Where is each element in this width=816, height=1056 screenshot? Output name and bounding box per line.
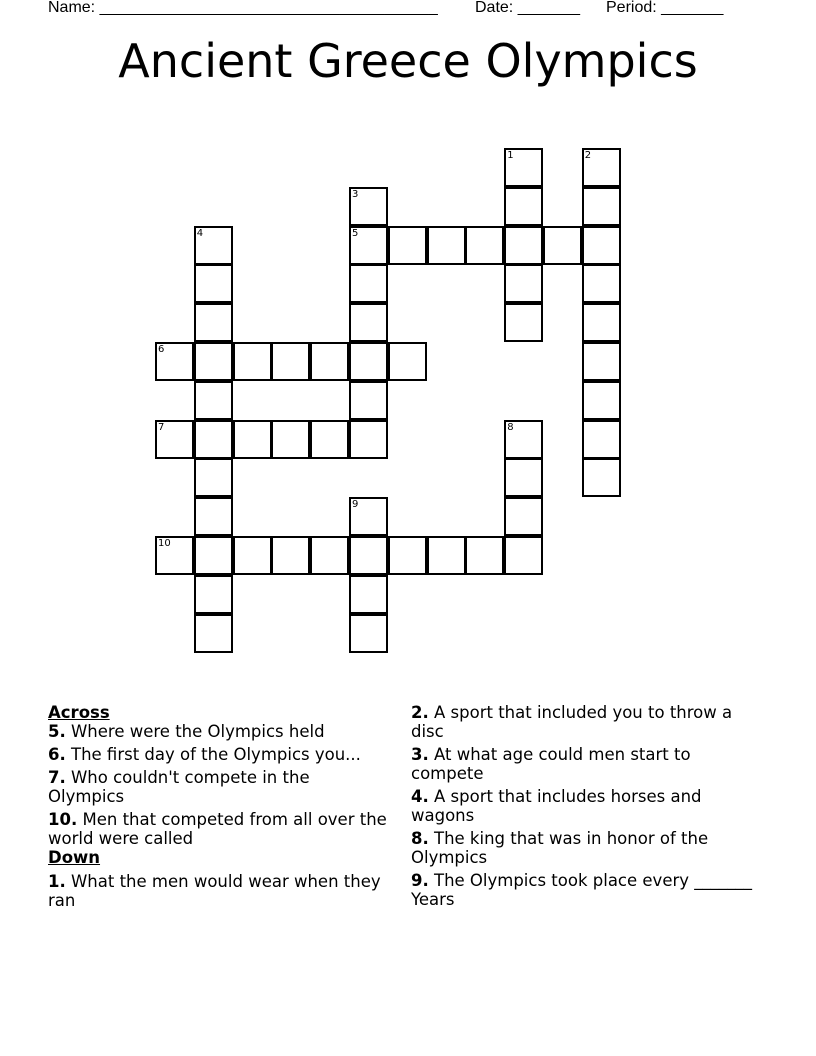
grid-cell[interactable] xyxy=(349,536,388,575)
clue-number: 5. xyxy=(48,722,66,741)
grid-cell[interactable] xyxy=(194,303,233,342)
grid-cell[interactable] xyxy=(349,381,388,420)
clue-text: The king that was in honor of the Olympics xyxy=(411,829,709,867)
grid-cell[interactable] xyxy=(194,536,233,575)
grid-cell[interactable] xyxy=(233,342,272,381)
grid-cell[interactable] xyxy=(194,342,233,381)
clue-down-1 xyxy=(48,872,388,910)
clue-across-10 xyxy=(48,810,388,848)
clue-number: 4. xyxy=(411,787,429,806)
grid-cell[interactable] xyxy=(349,264,388,303)
grid-cell[interactable] xyxy=(349,614,388,653)
clue-down-9 xyxy=(411,871,756,909)
grid-cell[interactable] xyxy=(194,381,233,420)
grid-cell[interactable] xyxy=(427,226,466,265)
grid-cell[interactable] xyxy=(582,381,621,420)
clue-text: Men that competed from all over the world were called xyxy=(48,810,387,848)
grid-cell[interactable] xyxy=(504,536,543,575)
grid-cell[interactable] xyxy=(194,575,233,614)
clue-number: 6. xyxy=(48,745,66,764)
grid-cell[interactable] xyxy=(427,536,466,575)
grid-cell[interactable] xyxy=(155,536,194,575)
name-field[interactable]: Name: ______________________________________ xyxy=(48,0,438,16)
clue-number-label: 6 xyxy=(158,344,165,355)
clue-number-label: 3 xyxy=(352,188,359,200)
grid-cell[interactable] xyxy=(194,458,233,497)
clue-number: 9. xyxy=(411,871,429,890)
clue-number: 10. xyxy=(48,810,78,829)
clue-down-2 xyxy=(411,703,756,741)
grid-cell[interactable] xyxy=(504,497,543,536)
clue-number: 8. xyxy=(411,829,429,848)
grid-cell[interactable] xyxy=(465,536,504,575)
clue-across-6 xyxy=(48,745,388,764)
grid-cell[interactable] xyxy=(504,458,543,497)
clue-across-5 xyxy=(48,722,388,741)
grid-cell[interactable] xyxy=(349,187,388,226)
grid-cell[interactable] xyxy=(349,303,388,342)
clue-number: 3. xyxy=(411,745,429,764)
clue-text: The Olympics took place every _______ Years xyxy=(411,871,753,909)
grid-cell[interactable] xyxy=(504,420,543,459)
grid-cell[interactable] xyxy=(194,226,233,265)
grid-cell[interactable] xyxy=(310,342,349,381)
grid-cell[interactable] xyxy=(582,342,621,381)
grid-cell[interactable] xyxy=(504,148,543,187)
clue-text: A sport that included you to throw a disc xyxy=(411,703,733,741)
clue-number: 1. xyxy=(48,872,66,891)
grid-cell[interactable] xyxy=(194,420,233,459)
clue-text: What the men would wear when they ran xyxy=(48,872,381,910)
clue-down-3 xyxy=(411,745,756,783)
clue-number-label: 4 xyxy=(196,227,204,239)
grid-cell[interactable] xyxy=(582,187,621,226)
grid-cell[interactable] xyxy=(194,264,233,303)
period-field[interactable]: Period: _______ xyxy=(606,0,724,16)
clues-column-left xyxy=(48,703,388,914)
grid-cell[interactable] xyxy=(465,226,504,265)
grid-cell[interactable] xyxy=(388,342,427,381)
grid-cell[interactable] xyxy=(233,536,272,575)
clue-text: Where were the Olympics held xyxy=(65,722,325,741)
grid-cell[interactable] xyxy=(155,342,194,381)
clue-text: Who couldn't compete in the Olympics xyxy=(48,768,310,806)
grid-cell[interactable] xyxy=(194,614,233,653)
grid-cell[interactable] xyxy=(194,497,233,536)
clue-number-label: 2 xyxy=(584,150,592,161)
grid-cell[interactable] xyxy=(271,420,310,459)
clue-number-label: 1 xyxy=(507,150,514,161)
clue-number-label: 9 xyxy=(352,499,359,511)
grid-cell[interactable] xyxy=(349,226,388,265)
clue-number-label: 7 xyxy=(158,421,165,433)
grid-cell[interactable] xyxy=(388,536,427,575)
grid-cell[interactable] xyxy=(388,226,427,265)
grid-cell[interactable] xyxy=(504,303,543,342)
grid-cell[interactable] xyxy=(582,264,621,303)
clue-across-7 xyxy=(48,768,388,806)
down-heading: Down xyxy=(48,848,101,867)
grid-cell[interactable] xyxy=(349,497,388,536)
grid-cell[interactable] xyxy=(271,536,310,575)
clue-number: 7. xyxy=(48,768,66,787)
grid-cell[interactable] xyxy=(504,226,543,265)
grid-cell[interactable] xyxy=(155,420,194,459)
clue-text: The first day of the Olympics you... xyxy=(65,745,361,764)
grid-cell[interactable] xyxy=(582,458,621,497)
grid-cell[interactable] xyxy=(504,187,543,226)
across-heading: Across xyxy=(48,703,110,722)
clue-number-label: 8 xyxy=(507,421,514,433)
clue-number-label: 10 xyxy=(158,538,171,549)
clues-column-right xyxy=(411,703,756,913)
grid-cell[interactable] xyxy=(543,226,582,265)
grid-cell[interactable] xyxy=(582,148,621,187)
clue-text: A sport that includes horses and wagons xyxy=(411,787,702,825)
clue-text: At what age could men start to compete xyxy=(411,745,691,783)
clue-number-label: 5 xyxy=(352,227,359,239)
grid-cell[interactable] xyxy=(349,342,388,381)
grid-cell[interactable] xyxy=(349,575,388,614)
grid-cell[interactable] xyxy=(582,420,621,459)
grid-cell[interactable] xyxy=(233,420,272,459)
grid-cell[interactable] xyxy=(271,342,310,381)
grid-cell[interactable] xyxy=(349,420,388,459)
page-title: Ancient Greece Olympics xyxy=(118,34,698,88)
grid-cell[interactable] xyxy=(504,264,543,303)
date-field[interactable]: Date: _______ xyxy=(475,0,580,16)
grid-cell[interactable] xyxy=(310,536,349,575)
grid-cell[interactable] xyxy=(310,420,349,459)
clue-down-8 xyxy=(411,829,756,867)
grid-cell[interactable] xyxy=(582,226,621,265)
grid-cell[interactable] xyxy=(582,303,621,342)
clue-number: 2. xyxy=(411,703,429,722)
clue-down-4 xyxy=(411,787,756,825)
